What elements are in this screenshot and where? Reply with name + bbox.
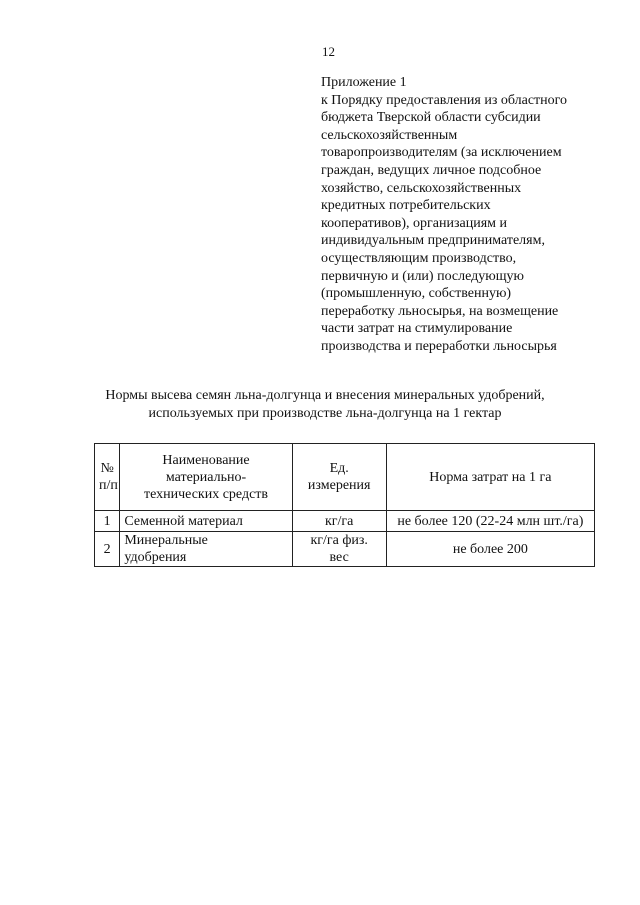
table-row [95, 532, 595, 567]
page-number: 12 [322, 44, 335, 59]
appendix-line: части затрат на стимулирование [321, 321, 513, 337]
appendix-line: хозяйство, сельскохозяйственных [321, 180, 522, 196]
cell-number: 2 [95, 532, 120, 567]
appendix-line: кредитных потребительских [321, 198, 491, 214]
appendix-line: сельскохозяйственным [321, 127, 458, 143]
appendix-line: товаропроизводителям (за исключением [321, 145, 562, 161]
cell-norm: не более 200 [386, 532, 594, 567]
cell-name: Семенной материал [120, 511, 292, 532]
appendix-line: (промышленную, собственную) [321, 286, 512, 302]
table-header-row [95, 444, 595, 511]
header-norm: Норма затрат на 1 га [386, 444, 594, 511]
appendix-block [321, 74, 596, 356]
norms-table [94, 443, 595, 567]
table-row [95, 511, 595, 532]
appendix-line: граждан, ведущих личное подсобное [321, 162, 542, 178]
appendix-line: осуществляющим производство, [321, 250, 517, 266]
header-unit: Ед. измерения [292, 444, 386, 511]
appendix-line: первичную и (или) последующую [321, 268, 524, 284]
appendix-line: Приложение 1 [321, 75, 407, 90]
appendix-line: переработку льносырья, на возмещение [321, 303, 559, 319]
appendix-line: бюджета Тверской области субсидии [321, 110, 541, 126]
cell-number: 1 [95, 511, 120, 532]
appendix-line: индивидуальным предпринимателям, [321, 233, 545, 249]
header-name: Наименование материально- технических средств [120, 444, 292, 511]
appendix-line: кооперативов), организациям и [321, 215, 508, 231]
appendix-line: производства и переработки льносырья [321, 338, 557, 354]
title-line-2: используемых при производстве льна-долгунца на 1 гектар [148, 406, 502, 421]
appendix-line: к Порядку предоставления из областного [321, 92, 568, 108]
document-title [60, 387, 590, 423]
cell-name: Минеральные удобрения [120, 532, 292, 567]
header-number: № п/п [95, 444, 120, 511]
cell-unit: кг/га [292, 511, 386, 532]
cell-norm: не более 120 (22-24 млн шт./га) [386, 511, 594, 532]
title-line-1: Нормы высева семян льна-долгунца и внесения минеральных удобрений, [105, 388, 545, 403]
cell-unit: кг/га физ. вес [292, 532, 386, 567]
